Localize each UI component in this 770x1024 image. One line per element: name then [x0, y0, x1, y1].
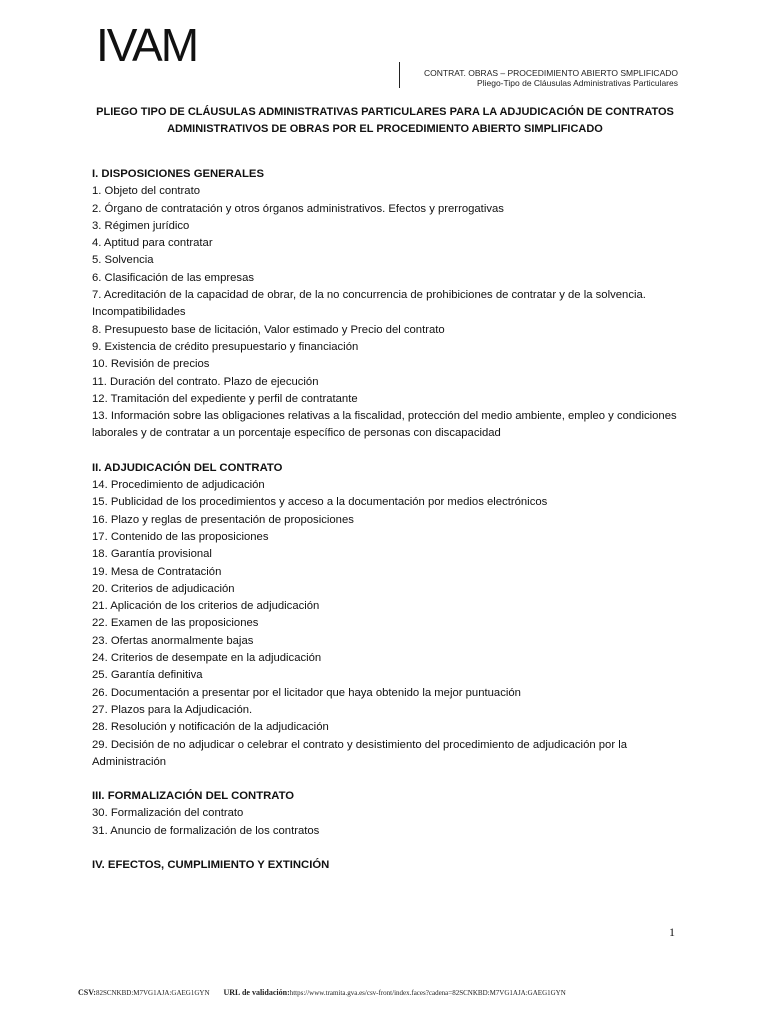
url-label: URL de validación:: [223, 988, 290, 997]
list-item: 20. Criterios de adjudicación: [92, 582, 235, 595]
section-efectos: [92, 857, 682, 874]
list-item: 17. Contenido de las proposiciones: [92, 530, 269, 543]
list-item: 8. Presupuesto base de licitación, Valor estimado y Precio del contrato: [92, 323, 445, 336]
list-item: 27. Plazos para la Adjudicación.: [92, 703, 253, 716]
list-item: 19. Mesa de Contratación: [92, 565, 222, 578]
list-item: 13. Información sobre las obligaciones relativas a la fiscalidad, protección del medio ambiente, empleo y condiciones laborales y de contratar a un porcentaje específico de personas con discapacidad: [92, 410, 677, 440]
table-of-contents: [92, 166, 682, 891]
section-adjudicacion: [92, 460, 682, 771]
header-divider: [399, 62, 400, 88]
list-item: 16. Plazo y reglas de presentación de proposiciones: [92, 513, 354, 526]
list-item: 21. Aplicación de los criterios de adjudicación: [92, 600, 320, 613]
list-item: 28. Resolución y notificación de la adjudicación: [92, 721, 329, 734]
list-item: 26. Documentación a presentar por el licitador que haya obtenido la mejor puntuación: [92, 686, 521, 699]
list-item: 15. Publicidad de los procedimientos y acceso a la documentación por medios electrónicos: [92, 496, 548, 509]
list-item: 6. Clasificación de las empresas: [92, 271, 254, 284]
list-item: 24. Criterios de desempate en la adjudicación: [92, 652, 322, 665]
list-item: 10. Revisión de precios: [92, 358, 210, 371]
list-item: 31. Anuncio de formalización de los contratos: [92, 824, 320, 837]
list-item: 12. Tramitación del expediente y perfil de contratante: [92, 392, 358, 405]
section-disposiciones-generales: [92, 166, 682, 443]
validation-url[interactable]: https://www.tramita.gva.es/csv-front/index.faces?cadena=82SCNKBD:M7VG1AJA:GAEG1GYN: [289, 989, 566, 997]
list-item: 14. Procedimiento de adjudicación: [92, 479, 265, 492]
list-item: 25. Garantía definitiva: [92, 669, 203, 682]
list-item: 4. Aptitud para contratar: [92, 237, 213, 250]
section-heading: III. FORMALIZACIÓN DEL CONTRATO: [92, 790, 295, 803]
header-document-type: Pliego-Tipo de Cláusulas Administrativas Particulares: [477, 78, 678, 88]
section-heading: I. DISPOSICIONES GENERALES: [92, 168, 264, 180]
list-item: 7. Acreditación de la capacidad de obrar, de la no concurrencia de prohibiciones de contratar y de la solvencia. Incompatibilidades: [92, 289, 646, 319]
list-item: 3. Régimen jurídico: [92, 219, 190, 232]
ivam-logo: IVAM: [96, 19, 198, 71]
list-item: 29. Decisión de no adjudicar o celebrar el contrato y desistimiento del procedimiento de adjudicación por la Administración: [92, 738, 628, 768]
list-item: 2. Órgano de contratación y otros órganos administrativos. Efectos y prerrogativas: [92, 202, 504, 215]
list-item: 30. Formalización del contrato: [92, 807, 244, 820]
validation-footer: [78, 988, 566, 998]
header-contract-type: CONTRAT. OBRAS – PROCEDIMIENTO ABIERTO SMPLIFICADO: [424, 68, 678, 78]
document-title: PLIEGO TIPO DE CLÁUSULAS ADMINISTRATIVAS PARTICULARES PARA LA ADJUDICACIÓN DE CONTRATOS ADMINISTRATIVOS DE OBRAS POR EL PROCEDIMIENTO ABIERTO SIMPLIFICADO: [96, 106, 674, 135]
list-item: 9. Existencia de crédito presupuestario y financiación: [92, 340, 359, 353]
page-number: 1: [669, 925, 675, 939]
section-heading: IV. EFECTOS, CUMPLIMIENTO Y EXTINCIÓN: [92, 858, 330, 871]
section-formalizacion: [92, 788, 682, 840]
list-item: 5. Solvencia: [92, 254, 154, 267]
csv-label: CSV:: [78, 988, 96, 997]
list-item: 11. Duración del contrato. Plazo de ejecución: [92, 375, 319, 388]
list-item: 22. Examen de las proposiciones: [92, 617, 259, 630]
list-item: 1. Objeto del contrato: [92, 185, 201, 198]
section-heading: II. ADJUDICACIÓN DEL CONTRATO: [92, 461, 283, 474]
csv-code: 82SCNKBD:M7VG1AJA:GAEG1GYN: [95, 989, 210, 997]
list-item: 18. Garantía provisional: [92, 548, 212, 561]
list-item: 23. Ofertas anormalmente bajas: [92, 634, 254, 647]
